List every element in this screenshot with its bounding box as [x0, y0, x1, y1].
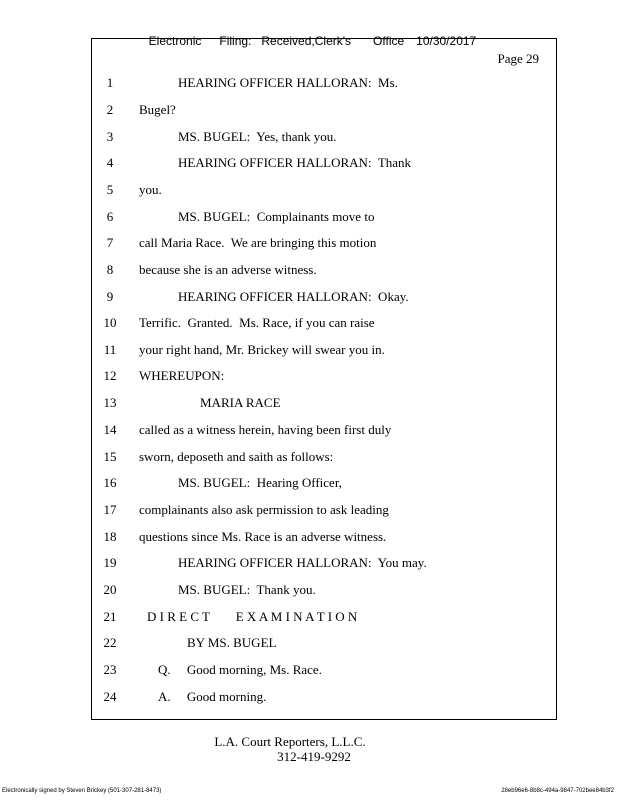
transcript-line: because she is an adverse witness. — [139, 262, 317, 277]
line-number: 4 — [106, 155, 114, 170]
line-number: 11 — [103, 342, 117, 357]
line-number: 17 — [103, 502, 117, 517]
line-number: 7 — [106, 235, 114, 250]
line-number: 23 — [103, 662, 117, 677]
transcript-line: MARIA RACE — [200, 395, 281, 410]
header-received: Received,Clerk's — [261, 34, 352, 48]
transcript-line: call Maria Race. We are bringing this motion — [139, 235, 377, 250]
line-number: 5 — [106, 182, 114, 197]
line-number: 2 — [106, 102, 114, 117]
line-number: 15 — [103, 449, 117, 464]
transcript-page — [91, 38, 557, 720]
line-number: 21 — [103, 609, 117, 624]
line-number: 1 — [106, 75, 114, 90]
court-reporter-name: L.A. Court Reporters, L.L.C. — [214, 734, 366, 749]
transcript-line: you. — [139, 182, 162, 197]
header-filing: Filing: — [219, 34, 252, 48]
line-number: 20 — [103, 582, 117, 597]
line-number: 12 — [103, 368, 117, 383]
line-number: 14 — [103, 422, 117, 437]
line-number: 19 — [103, 555, 117, 570]
page-number: Page 29 — [497, 51, 539, 66]
transcript-line: MS. BUGEL: Yes, thank you. — [178, 129, 337, 144]
transcript-line: questions since Ms. Race is an adverse witness. — [139, 529, 387, 544]
line-number: 18 — [103, 529, 117, 544]
line-number: 24 — [103, 689, 117, 704]
transcript-line: your right hand, Mr. Brickey will swear you in. — [139, 342, 385, 357]
transcript-line: A. Good morning. — [158, 689, 267, 704]
transcript-line: MS. BUGEL: Complainants move to — [178, 209, 375, 224]
header-electronic: Electronic — [148, 34, 202, 48]
line-number: 3 — [106, 129, 114, 144]
transcript-line: sworn, deposeth and saith as follows: — [139, 449, 334, 464]
transcript-line: Bugel? — [139, 102, 176, 117]
line-number: 13 — [103, 395, 117, 410]
header-office: Office — [373, 34, 405, 48]
line-number: 8 — [106, 262, 114, 277]
transcript-line: Terrific. Granted. Ms. Race, if you can raise — [139, 315, 375, 330]
transcript-line: HEARING OFFICER HALLORAN: Thank — [178, 155, 412, 170]
transcript-line: D I R E C T E X A M I N A T I O N — [147, 609, 358, 624]
transcript-line: MS. BUGEL: Thank you. — [178, 582, 316, 597]
transcript-line: Q. Good morning, Ms. Race. — [158, 662, 322, 677]
electronic-signature-note: Electronically signed by Steven Brickey (501-307-281-8473) — [2, 788, 162, 794]
transcript-line: HEARING OFFICER HALLORAN: You may. — [178, 555, 427, 570]
transcript-line: complainants also ask permission to ask leading — [139, 502, 389, 517]
transcript-line: MS. BUGEL: Hearing Officer, — [178, 475, 342, 490]
line-number: 6 — [106, 209, 114, 224]
line-number: 9 — [106, 289, 114, 304]
line-number: 16 — [103, 475, 117, 490]
header-date: 10/30/2017 — [416, 34, 477, 48]
court-reporter-phone: 312-419-9292 — [277, 749, 351, 764]
document-hash: 28eb96e6-8b8c-494a-9847-702bee84b3f2 — [501, 788, 614, 794]
transcript-line: HEARING OFFICER HALLORAN: Okay. — [178, 289, 409, 304]
transcript-line: BY MS. BUGEL — [187, 635, 277, 650]
transcript-line: WHEREUPON: — [139, 368, 225, 383]
line-number: 22 — [103, 635, 117, 650]
line-number: 10 — [103, 315, 117, 330]
transcript-line: HEARING OFFICER HALLORAN: Ms. — [178, 75, 398, 90]
transcript-line: called as a witness herein, having been first duly — [139, 422, 392, 437]
